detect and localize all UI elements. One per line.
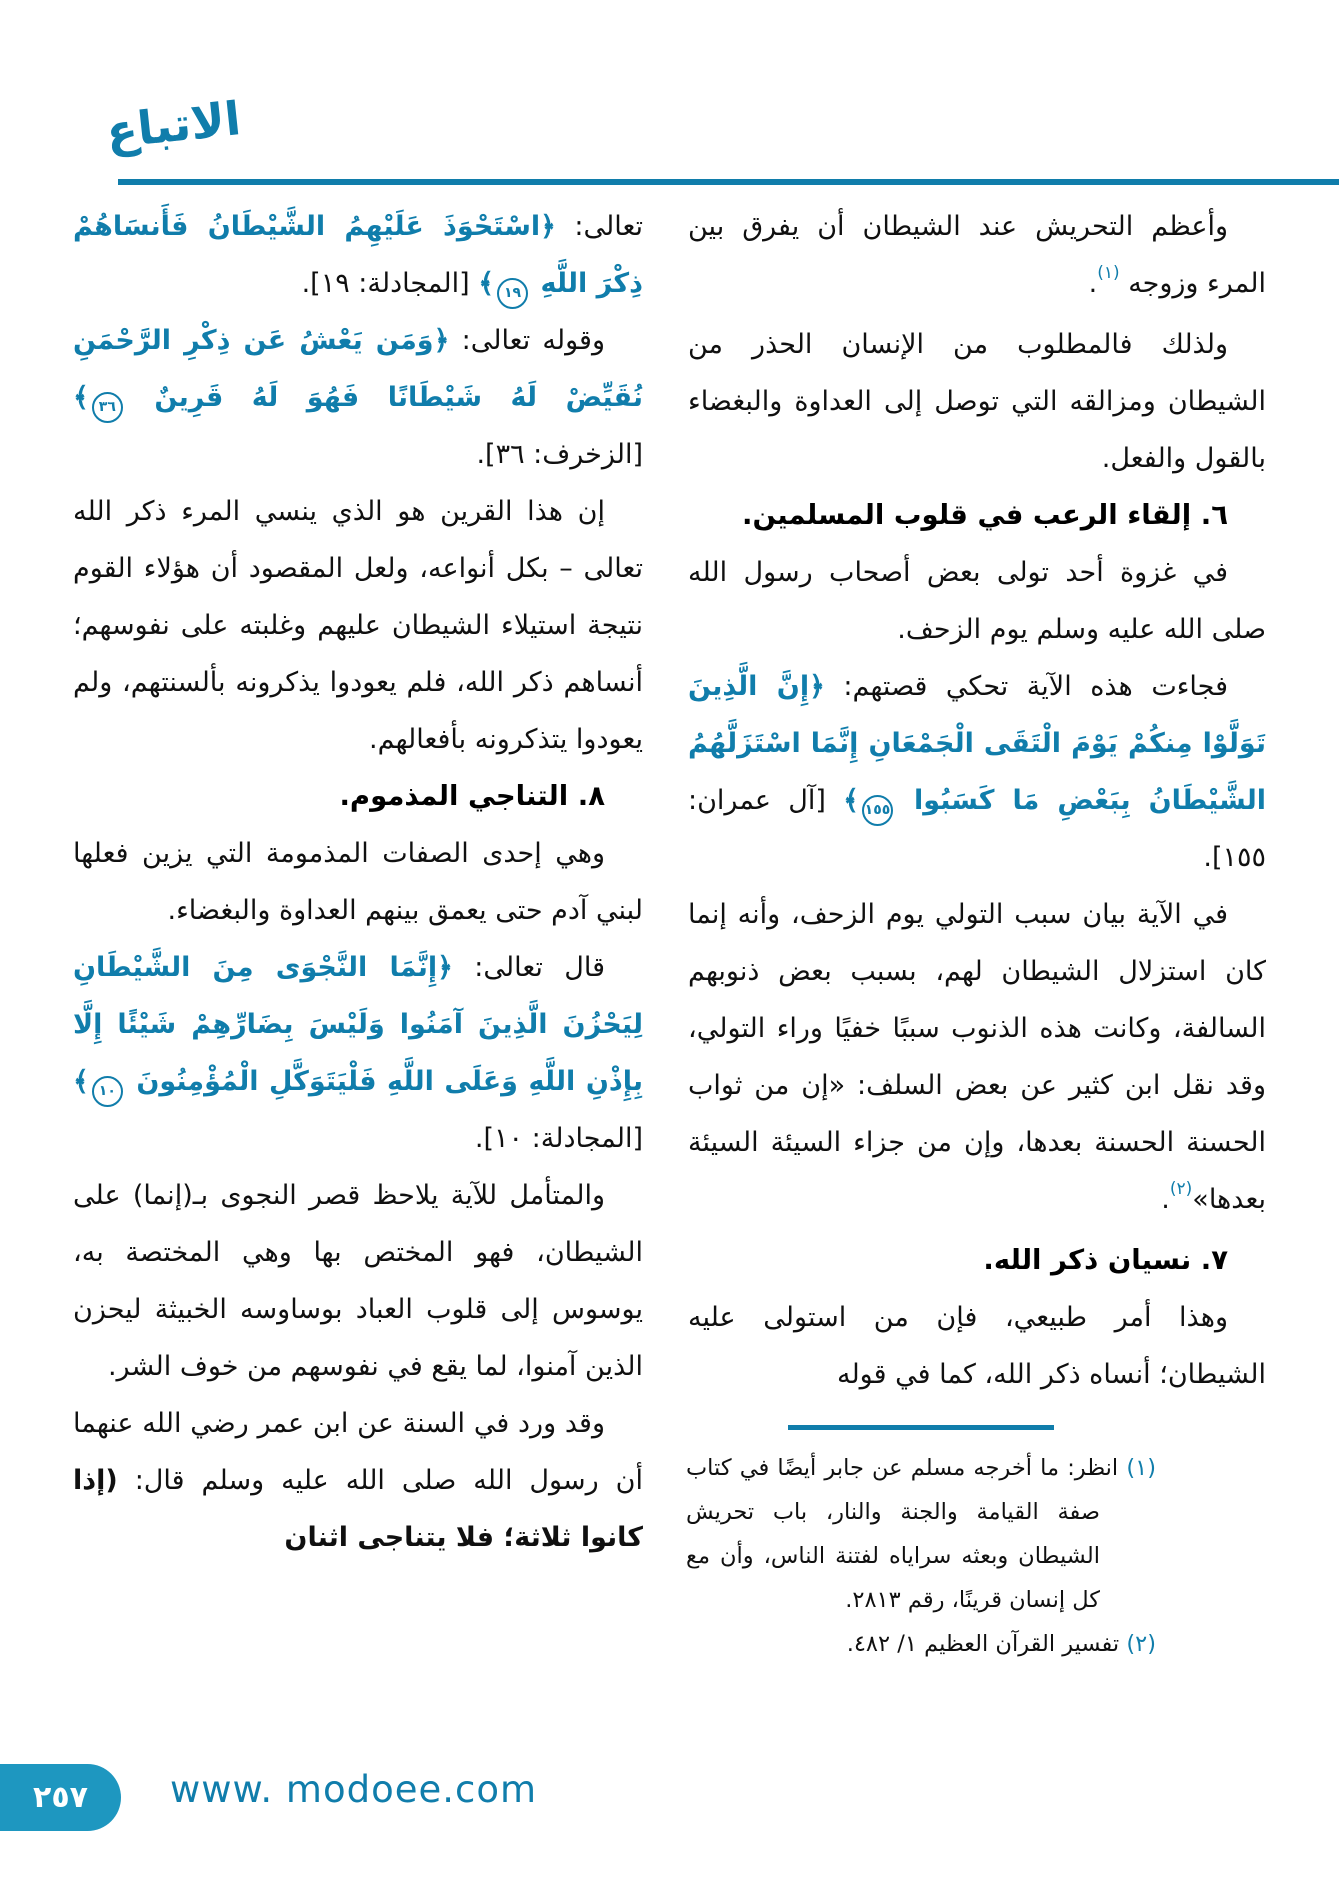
quran-verse: ﴿إِنَّمَا النَّجْوَى مِنَ الشَّيْطَانِ لِيَحْزُنَ الَّذِينَ آمَنُوا وَلَيْسَ بِضَارِّهِمْ شَيْئًا إِلَّا بِإِذْنِ اللَّهِ وَعَلَى اللَّهِ فَلْيَتَوَكَّلِ الْمُؤْمِنُونَ [73,952,643,1097]
page-header-title: الاتباع [103,91,244,159]
body-text: . [1161,1184,1170,1215]
footnote-number: (٢) [1126,1631,1156,1657]
section-heading-8: ٨. التناجي المذموم. [339,780,605,812]
verse-close-bracket: ﴾ [73,1066,89,1097]
verse-reference: [المجادلة: ١٩]. [301,268,479,299]
footnote-number: (١) [1126,1455,1157,1481]
section-heading-6: ٦. إلقاء الرعب في قلوب المسلمين. [742,499,1228,531]
ayah-number-circle: ١٠ [92,1076,123,1107]
verse-reference: [آل عمران: ١٥٥]. [688,785,1266,873]
paragraph [688,198,1266,316]
paragraph-with-verse [73,939,643,1167]
body-text: . [1088,268,1098,299]
ayah-number-circle: ٣٦ [92,392,123,423]
page-number: ٢٥٧ [33,1780,88,1815]
body-text: في الآية بيان سبب التولي يوم الزحف، وأنه إنما كان استزلال الشيطان لهم، بسبب بعض ذنوبهم السالفة، وكانت هذه الذنوب سببًا خفيًا وراء التولي، وقد نقل ابن كثير عن بعض السلف: «إن من ثواب الحسنة الحسنة بعدها، وإن من جزاء السيئة السيئة بعدها» [688,899,1266,1215]
verse-reference: [المجادلة: ١٠]. [474,1123,643,1154]
paragraph: إن هذا القرين هو الذي ينسي المرء ذكر الله تعالى – بكل أنواعه، ولعل المقصود أن هؤلاء القوم نتيجة استيلاء الشيطان عليهم وغلبته على نفوسهم؛ أنساهم ذكر الله، فلم يعودوا يذكرونه بألسنتهم، ولم يعودوا يتذكرونه بأفعالهم. [73,496,643,755]
column-left [73,198,643,1566]
hadith-text: (إذا كانوا ثلاثة؛ فلا يتناجى اثنان [73,1465,643,1553]
paragraph: وهي إحدى الصفات المذمومة التي يزين فعلها لبني آدم حتى يعمق بينهم العداوة والبغضاء. [73,838,643,926]
verse-close-bracket: ﴾ [73,382,89,413]
body-text: وقوله تعالى: [449,325,606,356]
footnote-2 [686,1622,1156,1666]
body-text: وأعظم التحريش عند الشيطان أن يفرق بين المرء وزوجه [688,211,1266,299]
ayah-number-circle: ١٩ [497,278,528,309]
paragraph-with-verse [688,658,1266,886]
footnote-1 [686,1446,1156,1622]
verse-close-bracket: ﴾ [843,785,859,816]
verse-reference: [الزخرف: ٣٦]. [476,439,643,470]
footnote-text: انظر: ما أخرجه مسلم عن جابر أيضًا في كتاب صفة القيامة والجنة والنار، باب تحريش الشيطان وبعثه سراياه لفتنة الناس، وأن مع كل إنسان قرينًا، رقم ٢٨١٣. [686,1455,1119,1613]
footnote-separator [788,1425,1054,1430]
paragraph [73,1395,643,1566]
body-text: فجاءت هذه الآية تحكي قصتهم: [824,671,1228,702]
verse-close-bracket: ﴾ [478,268,495,299]
paragraph-with-verse [73,198,643,312]
footnote-ref-2: (٢) [1169,1179,1193,1199]
website-url: www. modoee.com [170,1768,538,1811]
footnote-ref-1: (١) [1097,263,1120,283]
page-number-badge [0,1764,121,1831]
header-rule [118,179,1339,185]
paragraph: والمتأمل للآية يلاحظ قصر النجوى بـ(إنما) على الشيطان، فهو المختص بها وهي المختصة به، يوسوس إلى قلوب العباد بوساوسه الخبيثة ليحزن الذين آمنوا، لما يقع في نفوسهم من خوف الشر. [73,1180,643,1382]
footnote-text: تفسير القرآن العظيم ١/ ٤٨٢. [846,1631,1120,1657]
body-text: وقد ورد في السنة عن ابن عمر رضي الله عنهما أن رسول الله صلى الله عليه وسلم قال: [73,1408,643,1496]
quran-verse: ﴿اسْتَحْوَذَ عَلَيْهِمُ الشَّيْطَانُ فَأَنسَاهُمْ ذِكْرَ اللَّهِ [73,211,643,299]
quran-verse: ﴿وَمَن يَعْشُ عَن ذِكْرِ الرَّحْمَنِ نُقَيِّضْ لَهُ شَيْطَانًا فَهُوَ لَهُ قَرِينٌ [73,325,643,413]
paragraph-with-verse [73,312,643,483]
footnotes [686,1425,1156,1666]
paragraph: وهذا أمر طبيعي، فإن من استولى عليه الشيطان؛ أنساه ذكر الله، كما في قوله [688,1302,1266,1390]
column-right [688,198,1266,1666]
paragraph: ولذلك فالمطلوب من الإنسان الحذر من الشيطان ومزالقه التي توصل إلى العداوة والبغضاء بالقول والفعل. [688,329,1266,474]
paragraph: في غزوة أحد تولى بعض أصحاب رسول الله صلى الله عليه وسلم يوم الزحف. [688,557,1266,645]
body-text: قال تعالى: [452,952,605,983]
ayah-number-circle: ١٥٥ [862,795,893,826]
section-heading-7: ٧. نسيان ذكر الله. [983,1244,1228,1276]
quran-verse: ﴿إِنَّ الَّذِينَ تَوَلَّوْا مِنكُمْ يَوْمَ الْتَقَى الْجَمْعَانِ إِنَّمَا اسْتَزَلَّهُمُ الشَّيْطَانُ بِبَعْضِ مَا كَسَبُوا [688,671,1266,816]
body-text: تعالى: [555,211,643,242]
paragraph [688,886,1266,1232]
